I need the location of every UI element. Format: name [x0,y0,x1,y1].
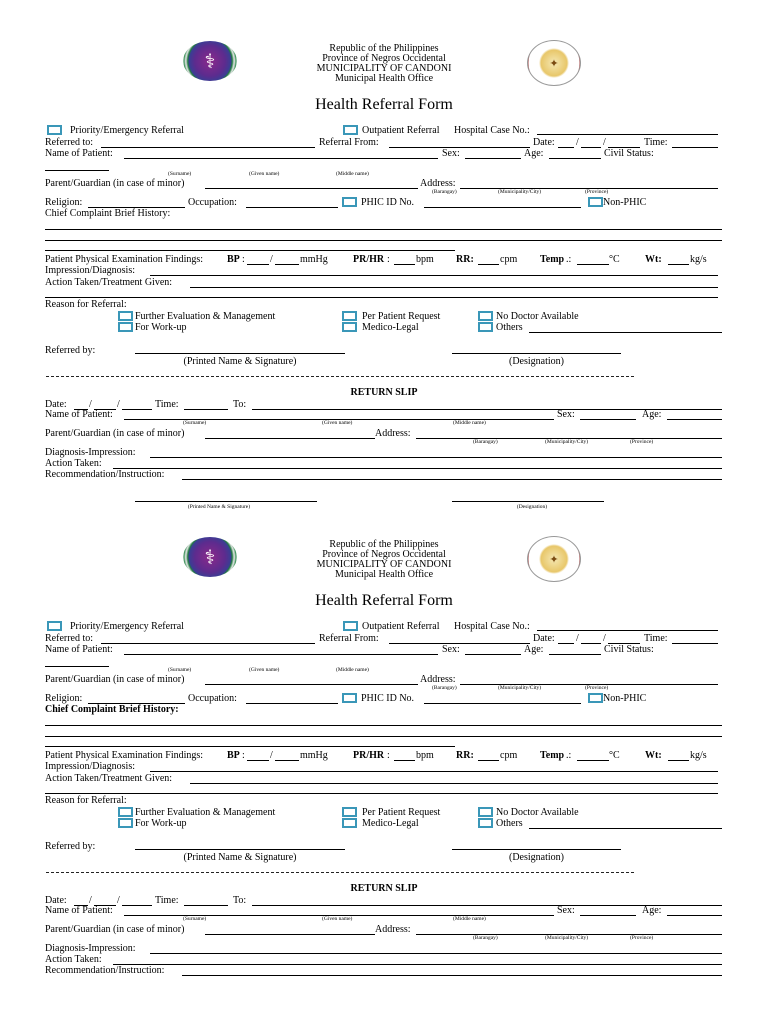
rs-sex-label: Sex: [557,905,575,916]
non-phic-checkbox[interactable] [588,693,603,703]
complaint-line-1[interactable] [45,725,722,726]
sex-field[interactable] [465,158,521,159]
age-label: Age: [524,148,544,159]
hospital-case-no-label: Hospital Case No.: [454,621,530,632]
rs-action-taken-label: Action Taken: [45,954,102,965]
medico-legal-checkbox[interactable] [342,818,357,828]
province-caption: (Province) [585,189,609,195]
outpatient-referral-label: Outpatient Referral [362,621,440,632]
referred-by-designation-field[interactable] [452,849,621,850]
priority-referral-checkbox[interactable] [47,125,62,135]
hospital-case-no-field[interactable] [537,134,718,135]
reason-for-referral-label: Reason for Referral: [45,795,127,806]
municipal-seal-logo [527,40,581,86]
patient-name-label: Name of Patient: [45,644,113,655]
others-checkbox[interactable] [478,818,493,828]
rr-field[interactable] [478,264,499,265]
action-taken-label: Action Taken/Treatment Given: [45,773,173,784]
rs-date-year-field[interactable] [122,409,152,410]
others-checkbox[interactable] [478,322,493,332]
complaint-line-2[interactable] [45,736,722,737]
designation-caption: (Designation) [509,852,564,863]
referred-by-label: Referred by: [45,345,96,356]
return-slip-title: RETURN SLIP [350,883,418,894]
municipal-seal-icon: ✦ [549,552,559,566]
referred-to-label: Referred to: [45,137,94,148]
work-up-checkbox[interactable] [118,818,133,828]
wt-field[interactable] [668,760,689,761]
rs-action-taken-field[interactable] [113,468,722,469]
phic-id-label: PHIC ID No. [361,197,415,208]
rs-to-label: To: [233,895,247,906]
no-doctor-label: No Doctor Available [496,311,579,322]
guardian-field[interactable] [205,684,418,685]
reason-for-referral-label: Reason for Referral: [45,299,127,310]
others-label: Others [496,322,523,333]
rs-surname-caption: (Surname) [183,420,207,426]
middle-name-caption: (Middle name) [336,667,369,673]
referral-from-label: Referral From: [319,137,379,148]
rs-time-field[interactable] [184,905,228,906]
non-phic-label: Non-PHIC [603,693,647,704]
patient-request-checkbox[interactable] [342,311,357,321]
referral-form-copy-1: ⚕ ✦ Republic of the Philippines Province of Negros Occidental MUNICIPALITY OF CANDONI Municipal Health Office Health Referral Form Priority/Emergency Referral Outpatient Referral Hospital Case No.: Referred to: Referral From: Date: / / Time: Name of Patient: Sex: Age: Civil Status: (Surname) (Given name) (Middle name) Parent/Guardian (in case of minor) Address: (Barangay) (Municipality/City) (Province) Religion: Occupation: PHIC ID No. Non-PHIC Chief Complaint Brief History: Patient Physical Examination Findings: BP : / mmHg PR/HR : bpm RR: cpm Temp .: °C Wt: kg/s Impression/Diagnosis: Action Taken/Treatment Given: Reason for Referral: Further Evaluation & Management For Work-up Per Patient Request Medico-Legal No Doctor Available Others Referred by: (Printed Name & Signature) (Designation) RETURN SLIP Date: / / Time: To: Name of Patient: Sex: Age: (Surname) (Given name) (Middle name) Parent/Guardian (in case of minor) Address: (Barangay) (Municipality/City) (Province) Diagnosis-Impression: Action Taken: Recommendation/Instruction: (Printed Name & Signature) (Designation) [0,0,768,512]
priority-referral-label: Priority/Emergency Referral [70,621,184,632]
rs-address-label: Address: [375,924,411,935]
action-taken-field[interactable] [190,287,718,288]
health-seal-logo [183,537,237,577]
referred-to-field[interactable] [101,147,315,148]
occupation-field[interactable] [246,207,338,208]
form-title: Health Referral Form [315,96,453,113]
non-phic-label: Non-PHIC [603,197,647,208]
rs-middle-name-caption: (Middle name) [453,916,486,922]
rs-address-label: Address: [375,428,411,439]
cpm-unit: cpm [500,750,518,761]
action-taken-line-2[interactable] [45,793,718,794]
exam-findings-label: Patient Physical Examination Findings: [45,750,204,761]
rr-label: RR: [456,750,474,761]
rs-age-label: Age: [642,409,662,420]
rs-date-label: Date: [45,895,67,906]
phic-checkbox[interactable] [342,197,357,207]
bp-diastolic-field[interactable] [275,264,299,265]
prhr-field[interactable] [394,264,415,265]
rs-time-label: Time: [155,399,179,410]
barangay-caption: (Barangay) [432,189,457,195]
rs-designation-caption: (Designation) [516,504,548,510]
patient-request-label: Per Patient Request [362,311,441,322]
rs-surname-caption: (Surname) [183,916,207,922]
complaint-line-1[interactable] [45,229,722,230]
rs-guardian-field[interactable] [205,934,375,935]
patient-name-field[interactable] [124,158,438,159]
further-evaluation-checkbox[interactable] [118,807,133,817]
time-field[interactable] [672,643,718,644]
caduceus-seal-icon: ⚕ [204,49,216,73]
occupation-field[interactable] [246,703,338,704]
impression-label: Impression/Diagnosis: [45,761,135,772]
date-month-field[interactable] [558,643,574,644]
rs-printed-name-caption: (Printed Name & Signature) [187,504,251,510]
rs-diagnosis-field[interactable] [150,457,722,458]
given-name-caption: (Given name) [249,667,280,673]
rs-sex-field[interactable] [580,419,636,420]
civil-status-field[interactable] [45,170,109,171]
further-evaluation-label: Further Evaluation & Management [135,807,276,818]
surname-caption: (Surname) [168,667,192,673]
date-month-field[interactable] [558,147,574,148]
medico-legal-label: Medico-Legal [362,818,419,829]
rs-patient-name-label: Name of Patient: [45,905,113,916]
patient-name-label: Name of Patient: [45,148,113,159]
others-label: Others [496,818,523,829]
guardian-field[interactable] [205,188,418,189]
designation-caption: (Designation) [509,356,564,367]
bp-label: BP [227,750,240,761]
impression-field[interactable] [150,275,718,276]
rs-guardian-field[interactable] [205,438,375,439]
kgs-unit: kg/s [690,254,707,265]
form-title: Health Referral Form [315,592,453,609]
wt-field[interactable] [668,264,689,265]
time-field[interactable] [672,147,718,148]
occupation-label: Occupation: [188,693,237,704]
celsius-unit: °C [609,750,620,761]
municipal-seal-icon: ✦ [549,56,559,70]
exam-findings-label: Patient Physical Examination Findings: [45,254,204,265]
rs-guardian-label: Parent/Guardian (in case of minor) [45,924,185,935]
rs-province-caption: (Province) [630,439,654,445]
chief-complaint-label: Chief Complaint Brief History: [45,208,171,219]
phic-id-field[interactable] [424,207,581,208]
medico-legal-checkbox[interactable] [342,322,357,332]
rs-age-field[interactable] [667,915,722,916]
time-label: Time: [644,137,668,148]
middle-name-caption: (Middle name) [336,171,369,177]
rs-barangay-caption: (Barangay) [473,935,498,941]
kgs-unit: kg/s [690,750,707,761]
medico-legal-label: Medico-Legal [362,322,419,333]
sex-field[interactable] [465,654,521,655]
rs-date-year-field[interactable] [122,905,152,906]
referred-by-label: Referred by: [45,841,96,852]
guardian-label: Parent/Guardian (in case of minor) [45,178,185,189]
rr-label: RR: [456,254,474,265]
action-taken-line-2[interactable] [45,297,718,298]
complaint-line-3[interactable] [45,250,455,251]
bp-systolic-field[interactable] [247,760,269,761]
action-taken-label: Action Taken/Treatment Given: [45,277,173,288]
return-slip-title: RETURN SLIP [350,387,418,398]
date-label: Date: [533,137,555,148]
work-up-label: For Work-up [135,818,187,829]
referred-to-label: Referred to: [45,633,94,644]
header-line-2: Province of Negros Occidental [322,549,446,560]
municipal-seal-logo [527,536,581,582]
rs-recommendation-label: Recommendation/Instruction: [45,965,165,976]
rs-to-label: To: [233,399,247,410]
work-up-label: For Work-up [135,322,187,333]
municipality-caption: (Municipality/City) [498,189,542,195]
rs-province-caption: (Province) [630,935,654,941]
rs-age-label: Age: [642,905,662,916]
prhr-label: PR/HR [353,254,385,265]
rs-given-name-caption: (Given name) [322,420,353,426]
mmhg-unit: mmHg [300,750,328,761]
bp-systolic-field[interactable] [247,264,269,265]
rs-time-field[interactable] [184,409,228,410]
surname-caption: (Surname) [168,171,192,177]
non-phic-checkbox[interactable] [588,197,603,207]
bpm-unit: bpm [416,254,434,265]
barangay-caption: (Barangay) [432,685,457,691]
date-label: Date: [533,633,555,644]
hospital-case-no-field[interactable] [537,630,718,631]
complaint-line-3[interactable] [45,746,455,747]
wt-label: Wt: [645,254,662,265]
civil-status-field[interactable] [45,666,109,667]
caduceus-seal-icon: ⚕ [204,545,216,569]
rs-action-taken-field[interactable] [113,964,722,965]
religion-label: Religion: [45,693,83,704]
temp-field[interactable] [577,760,609,761]
patient-name-field[interactable] [124,654,438,655]
rs-patient-name-label: Name of Patient: [45,409,113,420]
phic-id-field[interactable] [424,703,581,704]
rs-municipality-caption: (Municipality/City) [545,935,589,941]
header-line-2: Province of Negros Occidental [322,53,446,64]
sex-label: Sex: [442,148,460,159]
bpm-unit: bpm [416,750,434,761]
header-line-1: Republic of the Philippines [329,539,439,550]
age-label: Age: [524,644,544,655]
health-seal-logo [183,41,237,81]
referral-from-label: Referral From: [319,633,379,644]
rs-age-field[interactable] [667,419,722,420]
priority-referral-checkbox[interactable] [47,621,62,631]
rs-given-name-caption: (Given name) [322,916,353,922]
rr-field[interactable] [478,760,499,761]
rs-recommendation-field[interactable] [182,479,722,480]
rs-time-label: Time: [155,895,179,906]
address-label: Address: [420,674,456,685]
age-field[interactable] [549,158,601,159]
referred-by-signature-field[interactable] [135,353,345,354]
patient-request-checkbox[interactable] [342,807,357,817]
rs-guardian-label: Parent/Guardian (in case of minor) [45,428,185,439]
rs-sex-label: Sex: [557,409,575,420]
patient-request-label: Per Patient Request [362,807,441,818]
priority-referral-label: Priority/Emergency Referral [70,125,184,136]
guardian-label: Parent/Guardian (in case of minor) [45,674,185,685]
header-line-3: MUNICIPALITY OF CANDONI [316,63,452,74]
cut-line [46,872,634,873]
rs-diagnosis-label: Diagnosis-Impression: [45,447,136,458]
mmhg-unit: mmHg [300,254,328,265]
date-day-field[interactable] [581,643,601,644]
header-line-1: Republic of the Philippines [329,43,439,54]
further-evaluation-checkbox[interactable] [118,311,133,321]
rs-sex-field[interactable] [580,915,636,916]
rs-diagnosis-label: Diagnosis-Impression: [45,943,136,954]
rs-recommendation-label: Recommendation/Instruction: [45,469,165,480]
chief-complaint-label: Chief Complaint Brief History: [45,704,179,715]
referred-by-signature-field[interactable] [135,849,345,850]
impression-label: Impression/Diagnosis: [45,265,135,276]
work-up-checkbox[interactable] [118,322,133,332]
action-taken-field[interactable] [190,783,718,784]
sex-label: Sex: [442,644,460,655]
address-label: Address: [420,178,456,189]
others-field[interactable] [529,828,722,829]
outpatient-referral-checkbox[interactable] [343,125,358,135]
province-caption: (Province) [585,685,609,691]
age-field[interactable] [549,654,601,655]
prhr-field[interactable] [394,760,415,761]
municipality-caption: (Municipality/City) [498,685,542,691]
no-doctor-checkbox[interactable] [478,807,493,817]
rs-barangay-caption: (Barangay) [473,439,498,445]
header-line-4: Municipal Health Office [334,569,434,580]
wt-label: Wt: [645,750,662,761]
occupation-label: Occupation: [188,197,237,208]
rs-diagnosis-field[interactable] [150,953,722,954]
phic-checkbox[interactable] [342,693,357,703]
religion-label: Religion: [45,197,83,208]
celsius-unit: °C [609,254,620,265]
referred-to-field[interactable] [101,643,315,644]
prhr-label: PR/HR [353,750,385,761]
civil-status-label: Civil Status: [604,644,654,655]
printed-name-caption: (Printed Name & Signature) [183,356,297,367]
time-label: Time: [644,633,668,644]
cpm-unit: cpm [500,254,518,265]
temp-label: Temp [540,254,565,265]
given-name-caption: (Given name) [249,171,280,177]
others-field[interactable] [529,332,722,333]
referral-form-copy-2: ⚕ ✦ Republic of the Philippines Province of Negros Occidental MUNICIPALITY OF CANDONI Municipal Health Office Health Referral Form Priority/Emergency Referral Outpatient Referral Hospital Case No.: Referred to: Referral From: Date: / / Time: Name of Patient: Sex: Age: Civil Status: (Surname) (Given name) (Middle name) Parent/Guardian (in case of minor) Address: (Barangay) (Municipality/City) (Province) Religion: Occupation: PHIC ID No. Non-PHIC Chief Complaint Brief History: Patient Physical Examination Findings: BP : / mmHg PR/HR : bpm RR: cpm Temp .: °C Wt: kg/s Impression/Diagnosis: Action Taken/Treatment Given: Reason for Referral: Further Evaluation & Management For Work-up Per Patient Request Medico-Legal No Doctor Available Others Referred by: (Printed Name & Signature) (Designation) RETURN SLIP Date: / / Time: To: Name of Patient: Sex: Age: (Surname) (Given name) (Middle name) Parent/Guardian (in case of minor) Address: (Barangay) (Municipality/City) (Province) Diagnosis-Impression: Action Taken: Recommendation/Instruction: [0,496,768,1008]
cut-line [46,376,634,377]
civil-status-label: Civil Status: [604,148,654,159]
no-doctor-checkbox[interactable] [478,311,493,321]
complaint-line-2[interactable] [45,240,722,241]
header-line-3: MUNICIPALITY OF CANDONI [316,559,452,570]
bp-diastolic-field[interactable] [275,760,299,761]
rs-date-label: Date: [45,399,67,410]
printed-name-caption: (Printed Name & Signature) [183,852,297,863]
bp-label: BP [227,254,240,265]
referred-by-designation-field[interactable] [452,353,621,354]
hospital-case-no-label: Hospital Case No.: [454,125,530,136]
outpatient-referral-checkbox[interactable] [343,621,358,631]
date-day-field[interactable] [581,147,601,148]
rs-action-taken-label: Action Taken: [45,458,102,469]
no-doctor-label: No Doctor Available [496,807,579,818]
temp-label: Temp [540,750,565,761]
outpatient-referral-label: Outpatient Referral [362,125,440,136]
rs-municipality-caption: (Municipality/City) [545,439,589,445]
rs-recommendation-field[interactable] [182,975,722,976]
further-evaluation-label: Further Evaluation & Management [135,311,276,322]
header-line-4: Municipal Health Office [334,73,434,84]
impression-field[interactable] [150,771,718,772]
phic-id-label: PHIC ID No. [361,693,415,704]
temp-field[interactable] [577,264,609,265]
rs-middle-name-caption: (Middle name) [453,420,486,426]
